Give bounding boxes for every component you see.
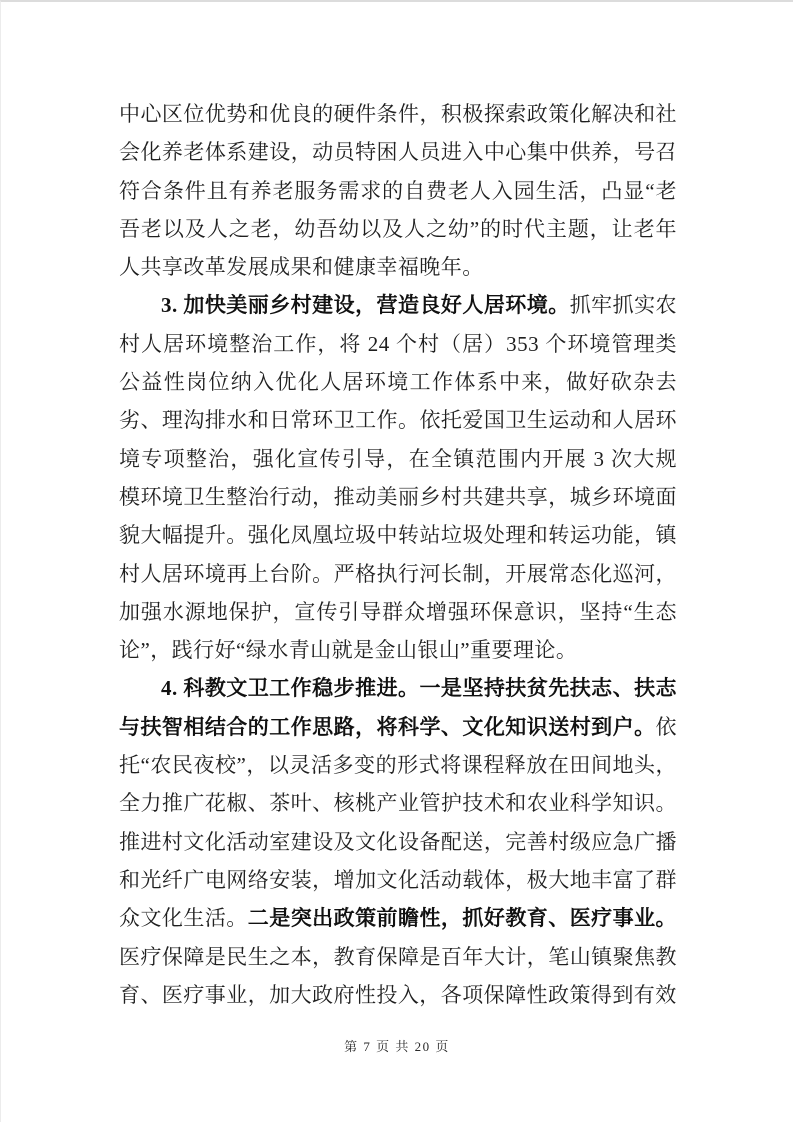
heading-run-item-3: 3. 加快美丽乡村建设，营造良好人居环境。 bbox=[161, 293, 570, 318]
paragraph-continuation bbox=[119, 95, 677, 286]
heading-run-item-4: 4. 科教文卫工作稳步推进。一是坚持扶贫先扶志、扶志与扶智相结合的工作思路，将科学、文化知识送村到户。 bbox=[119, 676, 677, 739]
paragraph-item-3 bbox=[119, 286, 677, 669]
document-body bbox=[119, 95, 677, 1014]
text-run: 医疗保障是民生之本，教育保障是百年大计，笔山镇聚焦教育、医疗事业，加大政府性投入，各项保障性政策得到有效 bbox=[119, 944, 677, 1007]
page-number: 第 7 页 共 20 页 bbox=[344, 1039, 450, 1054]
text-run: 中心区位优势和优良的硬件条件，积极探索政策化解决和社会化养老体系建设，动员特困人员进入中心集中供养，号召符合条件且有养老服务需求的自费老人入园生活，凸显“老吾老以及人之老，幼吾幼以及人之幼”的时代主题，让老年人共享改革发展成果和健康幸福晚年。 bbox=[119, 102, 677, 280]
paragraph-item-4 bbox=[119, 669, 677, 1014]
heading-run-second-point: 二是突出政策前瞻性，抓好教育、医疗事业。 bbox=[247, 906, 678, 931]
text-run: 抓牢抓实农村人居环境整治工作，将 24 个村（居）353 个环境管理类公益性岗位纳入优化人居环境工作体系中来，做好砍杂去劣、理沟排水和日常环卫工作。依托爱国卫生运动和人居环境专项整治，强化宣传引导，在全镇范围内开展 3 次大规模环境卫生整治行动，推动美丽乡村共建共享，城乡环境面貌大幅提升。强化凤凰垃圾中转站垃圾处理和转运功能，镇村人居环境再上台阶。严格执行河长制，开展常态化巡河，加强水源地保护，宣传引导群众增强环保意识，坚持“生态论”，践行好“绿水青山就是金山银山”重要理论。 bbox=[119, 293, 678, 663]
text-run: 依托“农民夜校”，以灵活多变的形式将课程释放在田间地头，全力推广花椒、茶叶、核桃产业管护技术和农业科学知识。推进村文化活动室建设及文化设备配送，完善村级应急广播和光纤广电网络安装，增加文化活动载体，极大地丰富了群众文化生活。 bbox=[119, 714, 677, 931]
page-footer bbox=[1, 1036, 793, 1055]
